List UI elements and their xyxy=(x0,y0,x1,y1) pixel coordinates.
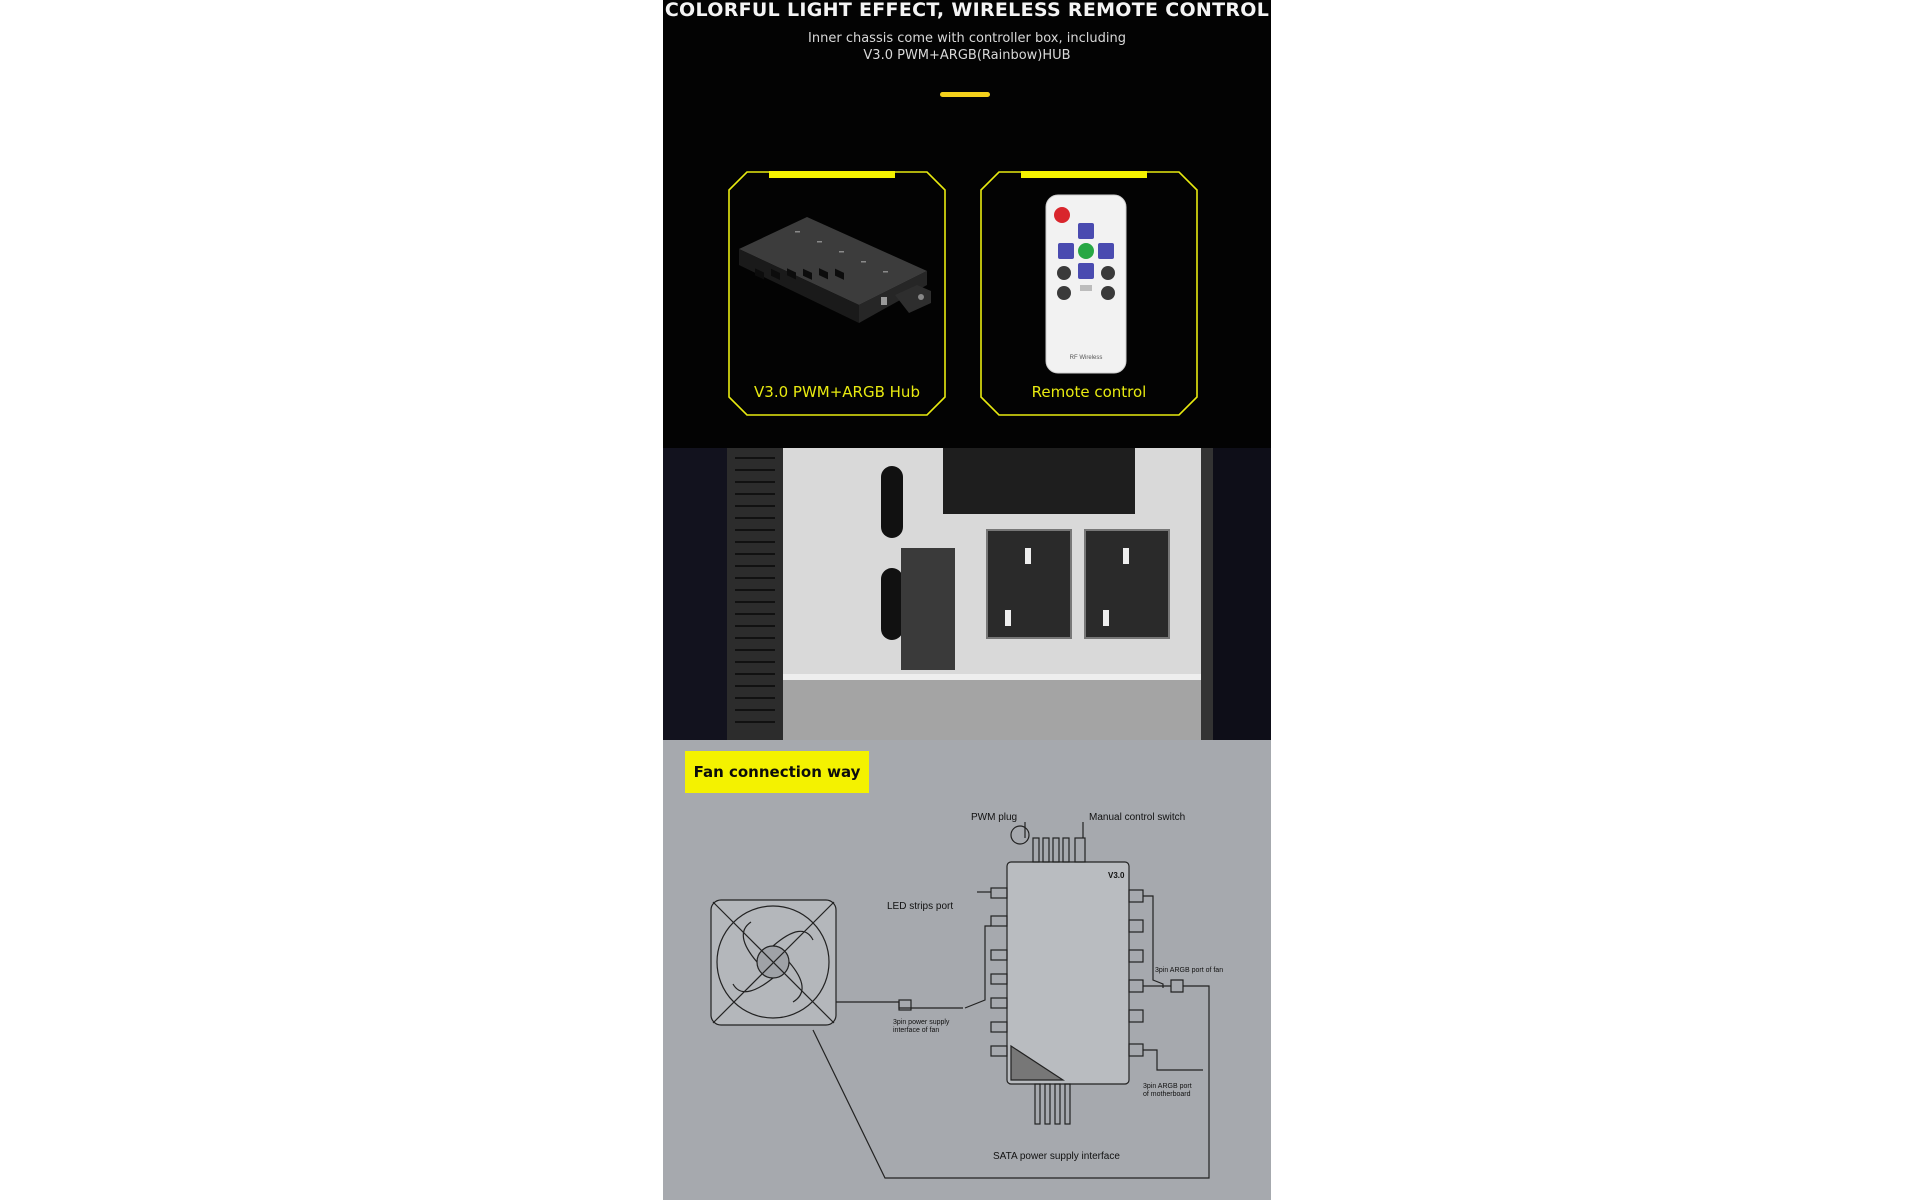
hub-card-label: V3.0 PWM+ARGB Hub xyxy=(754,383,920,401)
wiring-diagram xyxy=(663,740,1271,1200)
hero-banner xyxy=(663,0,1271,448)
chassis-interior-photo xyxy=(663,448,1271,740)
pwm-plug-label: PWM plug xyxy=(971,812,1018,823)
hero-subtitle-line2: V3.0 PWM+ARGB(Rainbow)HUB xyxy=(863,48,1071,63)
hub-card xyxy=(727,171,947,416)
sata-interface-label: SATA power supply interface xyxy=(993,1151,1120,1162)
mb-argb-label-line1: 3pin ARGB port xyxy=(1143,1083,1192,1090)
remote-card xyxy=(979,171,1199,416)
led-strips-port-label: LED strips port xyxy=(887,901,954,912)
fan-argb-port-label: 3pin ARGB port of fan xyxy=(1155,967,1224,974)
hub-device-image xyxy=(735,211,935,341)
hub-version-label: V3.0 xyxy=(1108,871,1125,880)
product-page-strip xyxy=(663,0,1271,1200)
remote-card-label: Remote control xyxy=(1031,383,1147,401)
hero-title: COLORFUL LIGHT EFFECT, WIRELESS REMOTE CONTROL xyxy=(664,0,1270,21)
title-underline-bar xyxy=(940,92,990,97)
hub-diagram xyxy=(1007,862,1129,1084)
manual-switch-label: Manual control switch xyxy=(1089,812,1186,823)
fan-power-label-line1: 3pin power supply xyxy=(893,1019,950,1026)
remote-control-image xyxy=(1044,193,1128,375)
mb-argb-label-line2: of motherboard xyxy=(1143,1091,1191,1098)
diagram-title-tag: Fan connection way xyxy=(685,751,869,793)
fan-connection-diagram xyxy=(663,740,1271,1200)
hero-subtitle-line1: Inner chassis come with controller box, including xyxy=(808,31,1126,46)
fan-power-label-line2: interface of fan xyxy=(893,1027,940,1034)
chassis-illustration xyxy=(663,448,1271,740)
remote-brand-text: RF Wireless xyxy=(1069,355,1103,361)
